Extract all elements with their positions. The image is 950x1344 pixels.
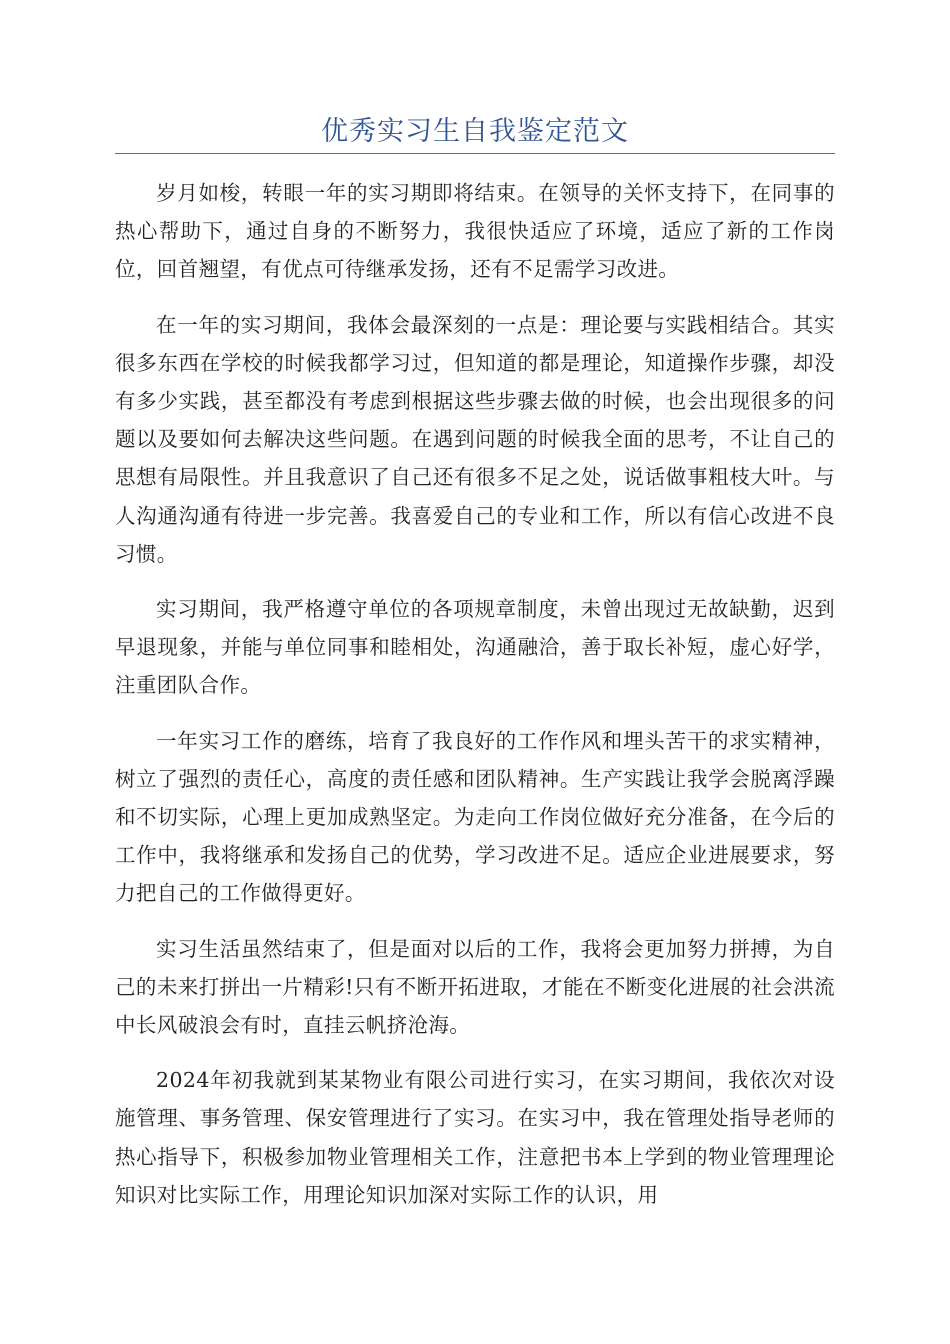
paragraph-4: 一年实习工作的磨练，培育了我良好的工作作风和埋头苦干的求实精神，树立了强烈的责任心，高度的责任感和团队精神。生产实践让我学会脱离浮躁和不切实际，心理上更加成熟坚定。为走向工作岗位做好充分准备，在今后的工作中，我将继承和发扬自己的优势，学习改进不足。适应企业进展要求，努力把自己的工作做得更好。 [115,728,835,906]
document-body [115,174,835,1231]
paragraph-6: 2024年初我就到某某物业有限公司进行实习，在实习期间，我依次对设施管理、事务管理、保安管理进行了实习。在实习中，我在管理处指导老师的热心指导下，积极参加物业管理相关工作，注意把书本上学到的物业管理理论知识对比实际工作，用理论知识加深对实际工作的认识，用 [115,1068,835,1207]
paragraph-5: 实习生活虽然结束了，但是面对以后的工作，我将会更加努力拼搏，为自己的未来打拼出一片精彩!只有不断开拓进取，才能在不断变化进展的社会洪流中长风破浪会有时，直挂云帆挤沧海。 [115,936,835,1038]
paragraph-3: 实习期间，我严格遵守单位的各项规章制度，未曾出现过无故缺勤，迟到早退现象，并能与单位同事和睦相处，沟通融洽，善于取长补短，虚心好学，注重团队合作。 [115,597,835,698]
document-title: 优秀实习生自我鉴定范文 [321,116,629,147]
paragraph-2: 在一年的实习期间，我体会最深刻的一点是：理论要与实践相结合。其实很多东西在学校的时候我都学习过，但知道的都是理论，知道操作步骤，却没有多少实践，甚至都没有考虑到根据这些步骤去做的时候，也会出现很多的问题以及要如何去解决这些问题。在遇到问题的时候我全面的思考，不让自己的思想有局限性。并且我意识了自己还有很多不足之处，说话做事粗枝大叶。与人沟通沟通有待进一步完善。我喜爱自己的专业和工作，所以有信心改进不良习惯。 [115,312,835,566]
paragraph-1: 岁月如梭，转眼一年的实习期即将结束。在领导的关怀支持下，在同事的热心帮助下，通过自身的不断努力，我很快适应了环境，适应了新的工作岗位，回首翘望，有优点可待继承发扬，还有不足需学习改进。 [115,181,835,282]
title-underline [115,153,835,154]
